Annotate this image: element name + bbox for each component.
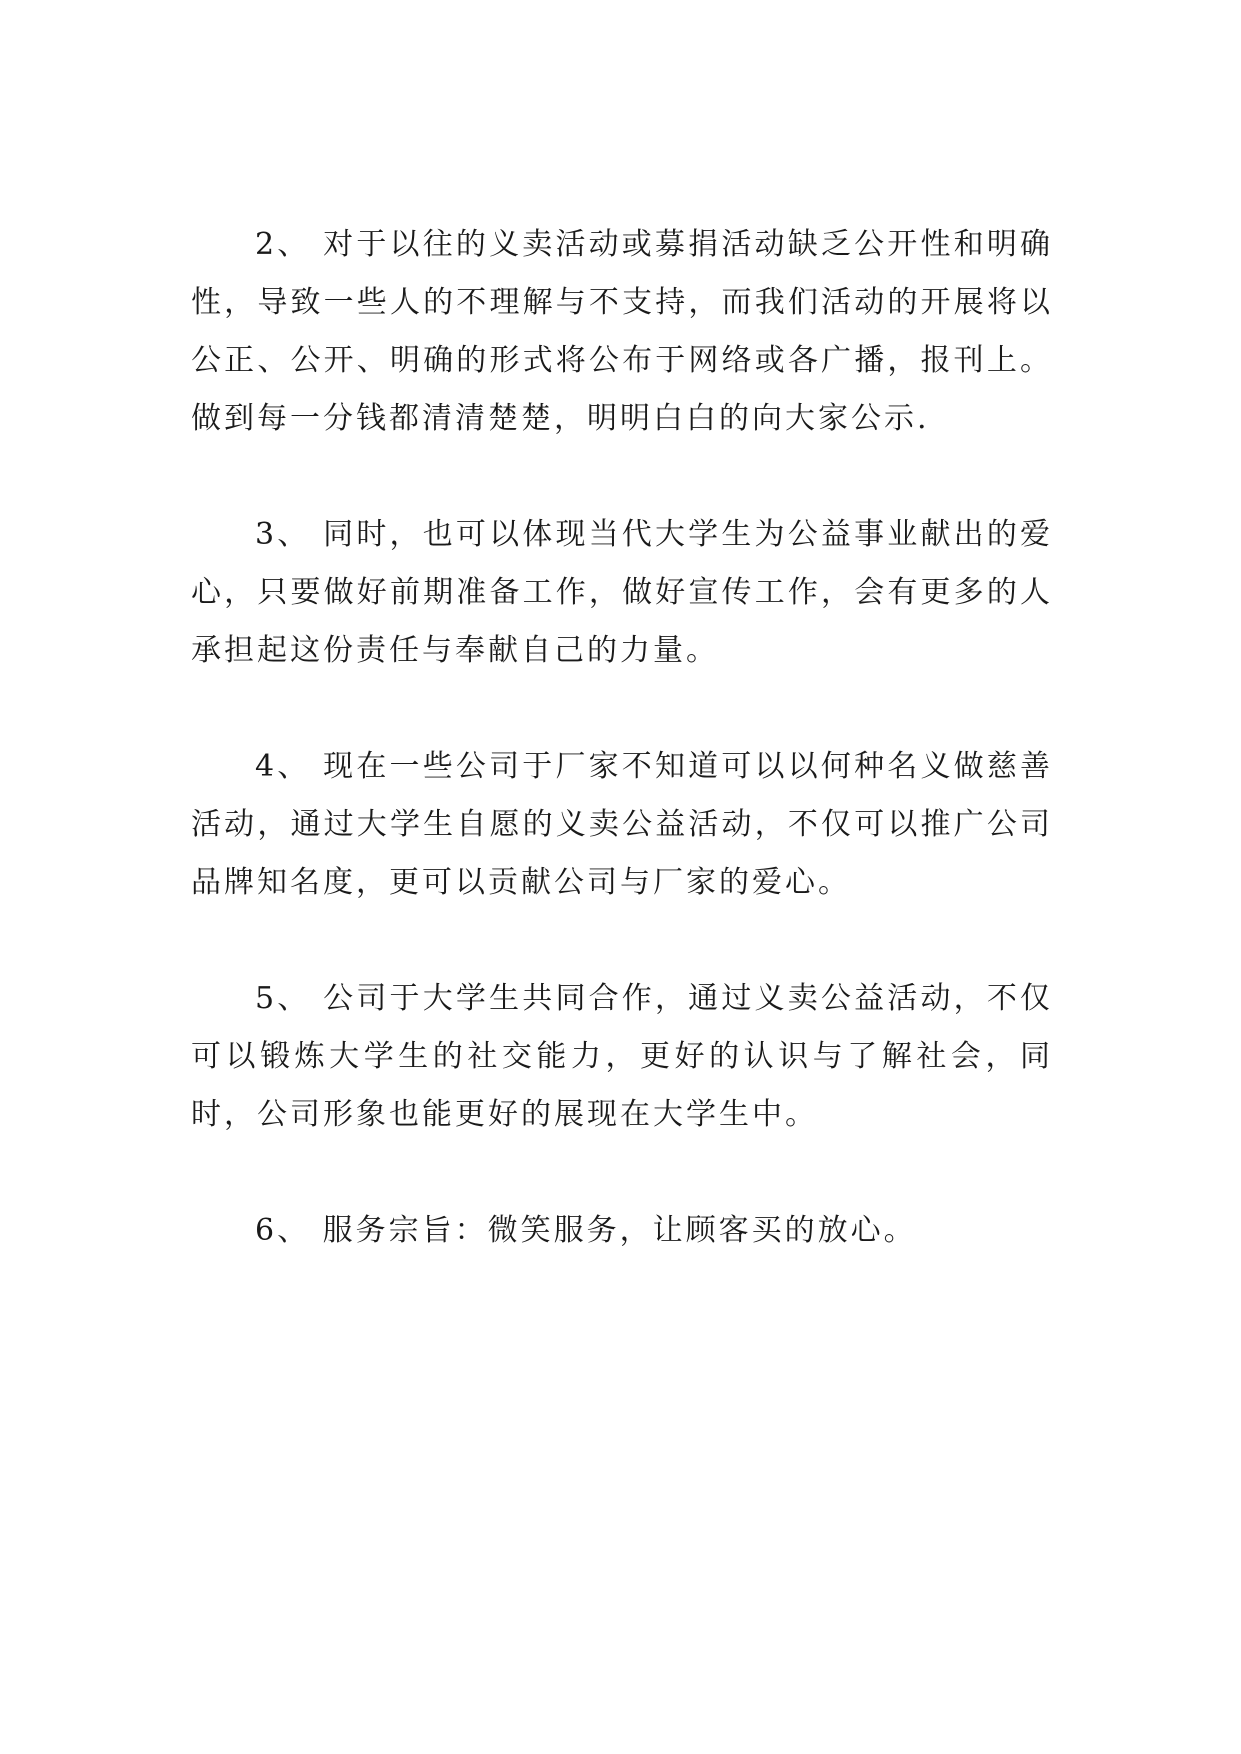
document-body [191, 216, 1053, 1318]
paragraph-4: 4、 现在一些公司于厂家不知道可以以何种名义做慈善活动，通过大学生自愿的义卖公益活动，不仅可以推广公司品牌知名度，更可以贡献公司与厂家的爱心。 [191, 749, 1053, 900]
paragraph-2: 2、 对于以往的义卖活动或募捐活动缺乏公开性和明确性，导致一些人的不理解与不支持，而我们活动的开展将以公正、公开、明确的形式将公布于网络或各广播，报刊上。做到每一分钱都清清楚楚，明明白白的向大家公示. [191, 227, 1053, 436]
paragraph-6: 6、 服务宗旨：微笑服务，让顾客买的放心。 [255, 1213, 917, 1248]
paragraph-3: 3、 同时，也可以体现当代大学生为公益事业献出的爱心，只要做好前期准备工作，做好宣传工作，会有更多的人承担起这份责任与奉献自己的力量。 [191, 517, 1053, 668]
paragraph-5: 5、 公司于大学生共同合作，通过义卖公益活动，不仅可以锻炼大学生的社交能力，更好的认识与了解社会，同时，公司形象也能更好的展现在大学生中。 [191, 981, 1053, 1132]
